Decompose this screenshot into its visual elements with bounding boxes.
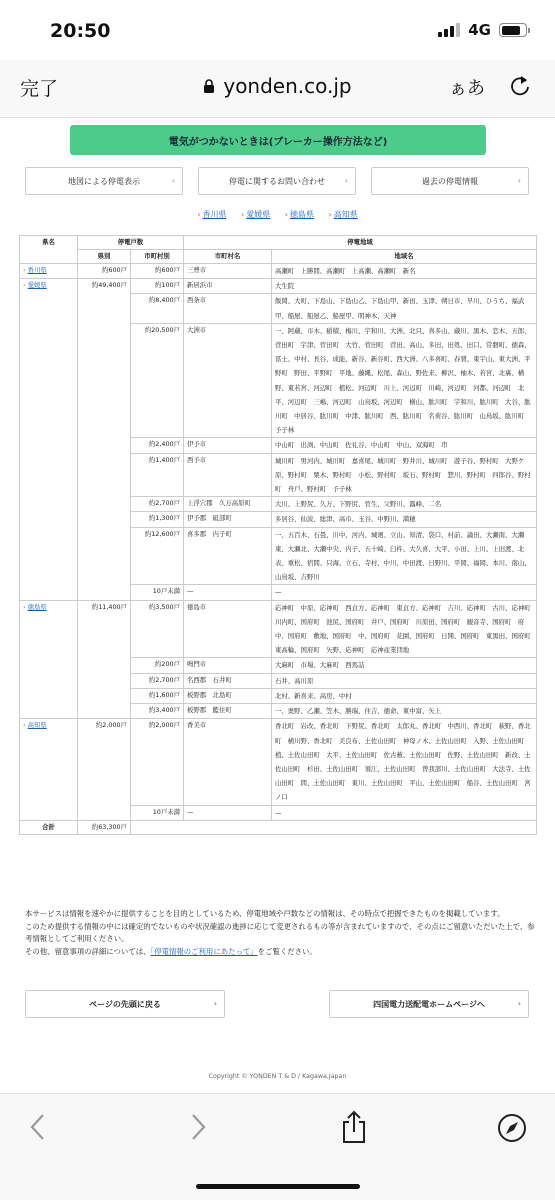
note-2: このため提供する情報の中には確定的でないものや状況確認の進捗に応じて変更されるもの等が含まれていますので、その点にご留意いただいた上で、参考情報としてご利用ください。: [25, 921, 535, 943]
header-area: 停電地域: [184, 236, 537, 250]
pref-cell: [20, 719, 78, 820]
arrow-icon: ›: [23, 266, 28, 274]
city-count: 約600戸: [131, 264, 184, 279]
past-outage-button[interactable]: [371, 167, 529, 195]
arrow-icon: ›: [284, 210, 288, 219]
city-name: 大洲市: [184, 323, 272, 438]
city-name: 新居浜市: [184, 279, 272, 294]
pref-cell: [20, 264, 78, 279]
battery-icon: [499, 23, 527, 37]
arrow-icon: ›: [23, 602, 28, 611]
header-by-pref: 県別: [78, 250, 131, 264]
power-out-help-button[interactable]: 電気がつかないときは(ブレーカー操作方法など): [70, 125, 486, 155]
pref-total: 約600戸: [78, 264, 131, 279]
network-type: 4G: [468, 21, 491, 39]
area-names: 多居谷、仙波、総津、高市、玉谷、中野川、満穂: [272, 512, 537, 527]
outage-table: [19, 235, 537, 835]
city-name: —: [184, 585, 272, 600]
city-count: 約2,400戸: [131, 438, 184, 453]
status-time: 20:50: [50, 20, 111, 42]
status-bar: [0, 0, 555, 60]
city-name: 板野郡 北島町: [184, 688, 272, 703]
area-names: —: [272, 585, 537, 600]
header-area-name: 地域名: [272, 250, 537, 264]
area-names: 一、五百木、石畳、川中、河内、城廻、立山、知清、袋口、村前、論田、大瀬南、大瀬東、大瀬北、大瀬中央、内子、五十崎、臼杵、大久喜、大平、小田、上川、上田渡、北表、重松、宿間、只海、立石、寺村、中川、中田渡、日野川、平岡、福岡、本川、南山、山鳥坂、吉野川: [272, 527, 537, 585]
area-names: 高瀬町 上勝間、高瀬町 上高瀬、高瀬町 新名: [272, 264, 537, 279]
city-name: 徳島市: [184, 600, 272, 658]
table-row: [20, 600, 537, 658]
city-count: 約1,300戸: [131, 512, 184, 527]
forward-icon[interactable]: [188, 1112, 208, 1142]
city-count: 約200戸: [131, 658, 184, 673]
pref-total: 約11,400戸: [78, 600, 131, 719]
arrow-icon: ›: [23, 721, 28, 730]
copyright: Copyright © YONDEN T & D / Kagawa,Japan: [208, 1073, 347, 1080]
area-names: 一、奥野、乙瀬、笠木、勝瑞、住吉、徳命、東中富、矢上: [272, 704, 537, 719]
city-count: 約2,700戸: [131, 673, 184, 688]
pref-link-ehime[interactable]: 愛媛県: [246, 210, 271, 219]
pref-total: 約2,000戸: [78, 719, 131, 820]
back-to-top-button[interactable]: [25, 990, 225, 1018]
note-3-pre: その他、留意事項の詳細については、: [25, 946, 151, 956]
chevron-right-icon: ›: [213, 999, 217, 1008]
outage-inquiry-label: 停電に関するお問い合わせ: [229, 176, 325, 186]
area-names: 北村、新喜来、高房、中村: [272, 688, 537, 703]
outage-inquiry-button[interactable]: [198, 167, 356, 195]
area-names: —: [272, 805, 537, 820]
area-names: 香北町 岩改、香北町 下野尻、香北町 太郎丸、香北町 中西川、香北町 萩野、香北町 横川野、香北町 美良布、土佐山田町 神母ノ木、土佐山田町 入野、土佐山田町 植、土佐山田町 大平、土佐山田町 佐古薮、土佐山田町 佐野、土佐山田町 新改、土佐山田町 杉田、土佐山田町 須江、土佐山田町 曽我部川、土佐山田町 大法寺、土佐山田町 間、土佐山田町 東川、土佐山田町 平山、土佐山田町 船谷、土佐山田町 宮ノ口: [272, 719, 537, 805]
city-count: 約1,400戸: [131, 453, 184, 497]
area-names: 大生院: [272, 279, 537, 294]
outage-map-button[interactable]: [25, 167, 183, 195]
city-count: 約3,400戸: [131, 704, 184, 719]
header-by-city: 市町村別: [131, 250, 184, 264]
city-count: 約100戸: [131, 279, 184, 294]
battery-level: [502, 26, 520, 35]
web-content: [0, 118, 555, 1093]
city-name: 喜多郡 内子町: [184, 527, 272, 585]
city-count: 約3,500戸: [131, 600, 184, 658]
city-name: 板野郡 藍住町: [184, 704, 272, 719]
city-name: 伊予郡 砥部町: [184, 512, 272, 527]
reload-icon[interactable]: [509, 74, 531, 98]
home-indicator: [196, 1184, 360, 1189]
city-name: 三豊市: [184, 264, 272, 279]
past-outage-label: 過去の停電情報: [422, 176, 478, 186]
prefecture-links: [0, 209, 555, 220]
area-names: 中山町 出渕、中山町 佐礼谷、中山町 中山、双海町 串: [272, 438, 537, 453]
arrow-icon: ›: [23, 281, 28, 290]
notes: [25, 908, 535, 958]
lock-icon: [203, 79, 215, 94]
pref-name-link[interactable]: 徳島県: [27, 602, 47, 611]
text-size-button[interactable]: ぁあ: [449, 78, 485, 99]
area-names: 大麻町 市場、大麻町 西馬詰: [272, 658, 537, 673]
pref-name-link[interactable]: 香川県: [27, 266, 47, 274]
usage-notes-link[interactable]: 「停電情報のご利用にあたって」: [150, 946, 258, 956]
city-name: —: [184, 805, 272, 820]
total-label: 合計: [20, 820, 78, 834]
chevron-right-icon: ›: [517, 176, 521, 185]
area-names: 城川町 男河内、城川町 嘉喜尾、城川町 野井川、城川町 遊子谷、野村町 大野ケ原、野村町 栗木、野村町 小松、野村町 坂石、野村町 惣川、野村町 四郎谷、野村町 舟戸、野村町 予子林: [272, 453, 537, 497]
area-names: 飯岡、大町、下島山、下島山乙、下島山甲、新田、玉津、朔日市、早川、ひうち、福武甲、船屋、船屋乙、船屋甲、明神木、天神: [272, 294, 537, 323]
pref-link-kagawa[interactable]: 香川県: [202, 210, 227, 219]
city-count: 約12,600戸: [131, 527, 184, 585]
note-1: 本サービスは情報を速やかに提供することを目的としているため、停電地域や戸数などの情報は、その時点で把握できたものを掲載しています。: [25, 909, 505, 918]
city-count: 約20,500戸: [131, 323, 184, 438]
compass-icon[interactable]: [496, 1112, 528, 1144]
city-name: 上浮穴郡 久万高原町: [184, 497, 272, 512]
pref-link-tokushima[interactable]: 徳島県: [289, 210, 314, 219]
city-count: 約8,400戸: [131, 294, 184, 323]
browser-address-bar: [0, 60, 555, 118]
city-name: 名西郡 石井町: [184, 673, 272, 688]
header-city-name: 市町村名: [184, 250, 272, 264]
city-name: 伊予市: [184, 438, 272, 453]
city-count: 約2,000戸: [131, 719, 184, 805]
pref-name-link[interactable]: 高知県: [27, 721, 47, 730]
header-households: 停電戸数: [78, 236, 184, 250]
pref-total: 約49,400戸: [78, 279, 131, 600]
city-name: 鳴門市: [184, 658, 272, 673]
url-text: yonden.co.jp: [223, 74, 352, 98]
city-name: 西条市: [184, 294, 272, 323]
arrow-icon: ›: [197, 210, 201, 219]
note-3: [25, 946, 535, 959]
share-icon[interactable]: [340, 1110, 368, 1144]
pref-cell: [20, 279, 78, 600]
city-count: 10戸未満: [131, 585, 184, 600]
chevron-right-icon: ›: [344, 176, 348, 185]
total-empty: [131, 820, 537, 834]
total-value: 約63,300戸: [78, 820, 131, 834]
table-row: [20, 719, 537, 805]
back-icon[interactable]: [28, 1112, 48, 1142]
cellular-signal-icon: [438, 23, 460, 37]
city-count: 10戸未満: [131, 805, 184, 820]
header-pref: 県名: [20, 236, 78, 264]
note-3-post: をご覧ください。: [257, 946, 317, 956]
back-to-top-label: ページの先頭に戻る: [89, 999, 161, 1009]
arrow-icon: ›: [328, 210, 332, 219]
city-name: 香美市: [184, 719, 272, 805]
area-names: 石井、高川原: [272, 673, 537, 688]
chevron-right-icon: ›: [171, 176, 175, 185]
pref-cell: [20, 600, 78, 719]
city-count: 約2,700戸: [131, 497, 184, 512]
status-icons: [438, 21, 527, 39]
city-count: 約1,600戸: [131, 688, 184, 703]
city-name: 西予市: [184, 453, 272, 497]
table-row: [20, 279, 537, 294]
pref-name-link[interactable]: 愛媛県: [27, 281, 47, 290]
outage-map-label: 地図による停電表示: [68, 176, 140, 186]
home-page-label: 四国電力送配電ホームページへ: [373, 999, 485, 1009]
home-page-button[interactable]: [329, 990, 529, 1018]
chevron-right-icon: ›: [517, 999, 521, 1008]
area-names: 応神町 中原、応神町 西貞方、応神町 東貞方、応神町 吉川、応神町 古川、応神町 川内町、国府町 池尻、国府町 井戸、国府町 川原田、国府町 観音寺、国府町 府中、国府町 敷地、国府町 中、国府町 花園、国府町 日開、国府町 東黒田、国府町 東高輪、国府町 矢野、応神町 応神産業団地: [272, 600, 537, 658]
arrow-icon: ›: [241, 210, 245, 219]
table-row: [20, 264, 537, 279]
pref-link-kochi[interactable]: 高知県: [333, 210, 358, 219]
area-names: 一、阿蔵、市木、稲積、梅川、宇和川、大洲、北只、喜多山、蔵川、黒木、恋木、五郎、菅田町 宇津、菅田町 大竹、菅田町 菅田、高山、多田、田処、田口、常磐町、徳森、冨士、中村、長谷、成能、新谷、新谷町、西大洲、八多喜町、春賀、東宇山、東大洲、平野町 野田、平野町 平地、藤縄、松尾、森山、野佐来、柳沢、柚木、若宮、北裏、横野、東若宮、河辺町 植松、河辺町 川上、河辺町 川崎、河辺町 河都、河辺町 北平、河辺町 三嶋、河辺町 山鳥坂、河辺町 横山、肱川町 宇和川、肱川町 大谷、肱川町 中居谷、肱川町 中津、肱川町 西、肱川町 名荷谷、肱川町 山鳥坂、肱川町 予子林: [272, 323, 537, 438]
done-button[interactable]: 完了: [20, 78, 59, 100]
total-row: [20, 820, 537, 834]
area-names: 大川、上野尻、久万、下野尻、菅生、父野川、露峰、二名: [272, 497, 537, 512]
